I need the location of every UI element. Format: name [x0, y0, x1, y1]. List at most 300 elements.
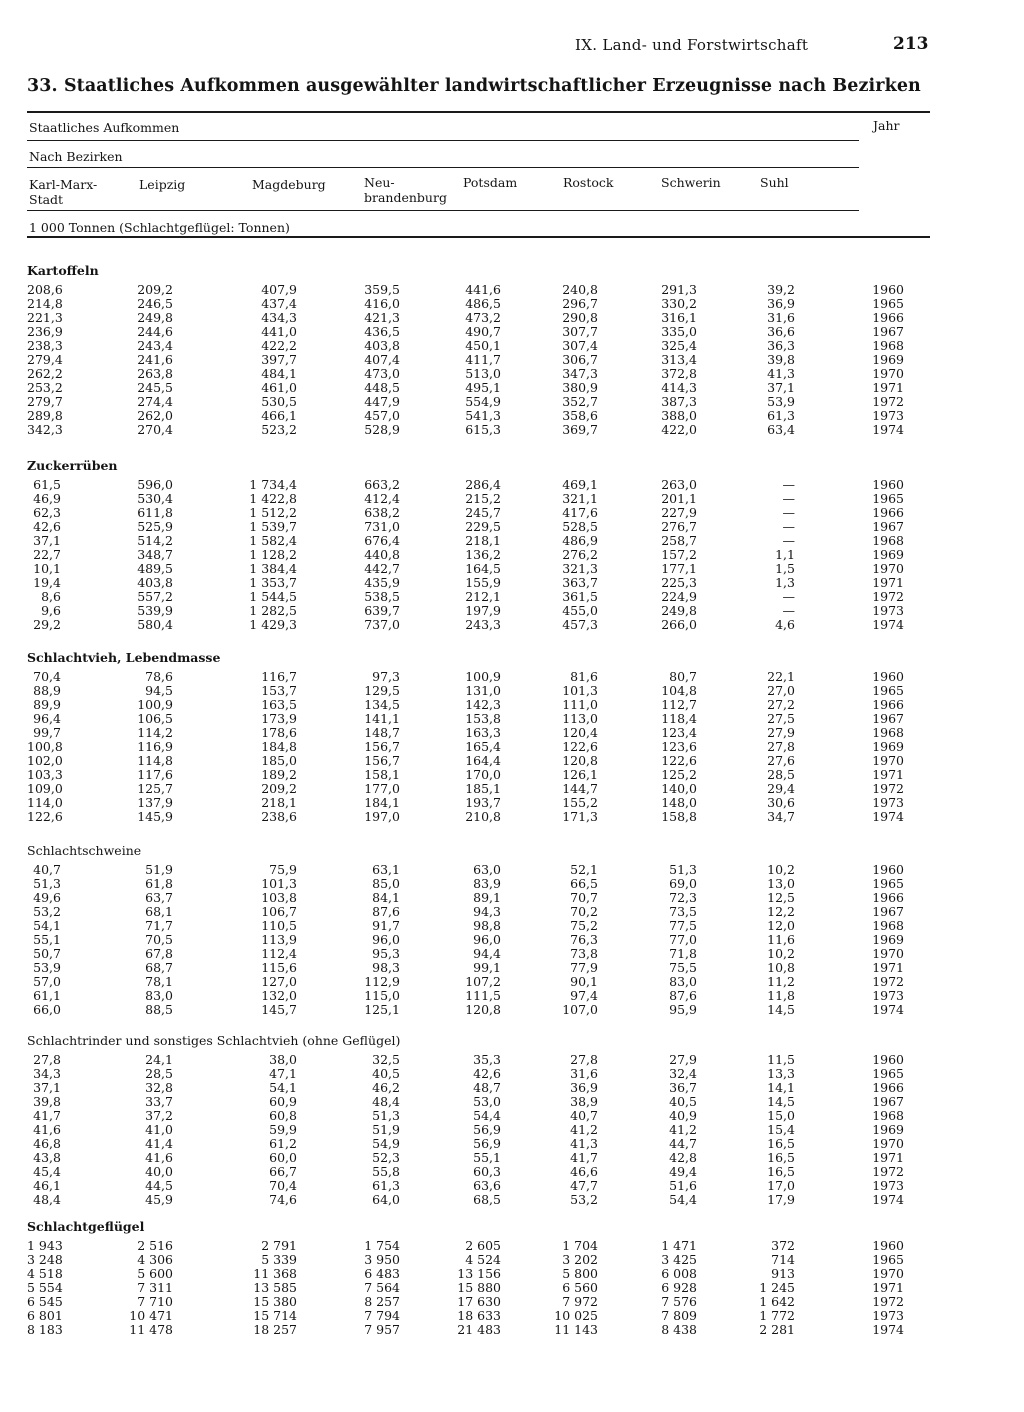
cell-suhl: 30,6 — [767, 795, 795, 810]
cell-schwerin: 330,2 — [661, 296, 697, 311]
cell-magdeburg: 38,0 — [269, 1052, 297, 1067]
cell-rostock: 240,8 — [562, 282, 598, 297]
cell-neubrandenburg: 98,3 — [372, 960, 400, 975]
cell-magdeburg: 110,5 — [261, 918, 297, 933]
cell-year: 1965 — [872, 491, 904, 506]
cell-neubrandenburg: 112,9 — [364, 974, 400, 989]
cell-magdeburg: 66,7 — [269, 1164, 297, 1179]
cell-leipzig: 40,0 — [145, 1164, 173, 1179]
cell-neubrandenburg: 156,7 — [364, 753, 400, 768]
cell-suhl: 17,0 — [767, 1178, 795, 1193]
cell-year: 1971 — [872, 767, 904, 782]
rule-under-districts — [27, 210, 859, 211]
cell-suhl: 1,3 — [775, 575, 795, 590]
cell-magdeburg: 437,4 — [261, 296, 297, 311]
cell-suhl: 34,7 — [767, 809, 795, 824]
cell-magdeburg: 173,9 — [261, 711, 297, 726]
cell-magdeburg: 238,6 — [261, 809, 297, 824]
cell-karl-marx-stadt: 102,0 — [27, 753, 63, 768]
cell-leipzig: 94,5 — [145, 683, 173, 698]
table-row — [27, 1003, 927, 1017]
cell-leipzig: 83,0 — [145, 988, 173, 1003]
cell-leipzig: 263,8 — [137, 366, 173, 381]
cell-rostock: 41,3 — [570, 1136, 598, 1151]
cell-potsdam: 245,7 — [465, 505, 501, 520]
cell-suhl: 12,5 — [767, 890, 795, 905]
cell-potsdam: 286,4 — [465, 477, 501, 492]
header-nach-bezirken: Nach Bezirken — [29, 149, 123, 164]
cell-karl-marx-stadt: 19,4 — [33, 575, 61, 590]
cell-leipzig: 10 471 — [129, 1308, 173, 1323]
cell-potsdam: 120,8 — [465, 1002, 501, 1017]
cell-schwerin: 80,7 — [669, 669, 697, 684]
cell-suhl: 14,5 — [767, 1094, 795, 1109]
cell-leipzig: 2 516 — [137, 1238, 173, 1253]
cell-neubrandenburg: 440,8 — [364, 547, 400, 562]
cell-potsdam: 615,3 — [465, 422, 501, 437]
cell-magdeburg: 132,0 — [261, 988, 297, 1003]
cell-rostock: 3 202 — [562, 1252, 598, 1267]
cell-neubrandenburg: 97,3 — [372, 669, 400, 684]
cell-potsdam: 229,5 — [465, 519, 501, 534]
cell-magdeburg: 218,1 — [261, 795, 297, 810]
cell-rostock: 66,5 — [570, 876, 598, 891]
cell-leipzig: 88,5 — [145, 1002, 173, 1017]
cell-suhl: 14,5 — [767, 1002, 795, 1017]
cell-neubrandenburg: 638,2 — [364, 505, 400, 520]
cell-year: 1965 — [872, 1066, 904, 1081]
cell-potsdam: 411,7 — [465, 352, 501, 367]
table-row — [27, 754, 927, 768]
cell-neubrandenburg: 96,0 — [372, 932, 400, 947]
cell-year: 1971 — [872, 960, 904, 975]
cell-potsdam: 56,9 — [473, 1122, 501, 1137]
cell-year: 1974 — [872, 1192, 904, 1207]
cell-potsdam: 17 630 — [457, 1294, 501, 1309]
cell-magdeburg: 47,1 — [269, 1066, 297, 1081]
cell-neubrandenburg: 141,1 — [364, 711, 400, 726]
cell-year: 1967 — [872, 519, 904, 534]
cell-potsdam: 153,8 — [465, 711, 501, 726]
cell-karl-marx-stadt: 61,1 — [33, 988, 61, 1003]
cell-potsdam: 53,0 — [473, 1094, 501, 1109]
cell-schwerin: 263,0 — [661, 477, 697, 492]
cell-schwerin: 414,3 — [661, 380, 697, 395]
cell-schwerin: 83,0 — [669, 974, 697, 989]
cell-magdeburg: 1 282,5 — [249, 603, 297, 618]
cell-year: 1969 — [872, 352, 904, 367]
cell-leipzig: 557,2 — [137, 589, 173, 604]
cell-potsdam: 170,0 — [465, 767, 501, 782]
cell-karl-marx-stadt: 57,0 — [33, 974, 61, 989]
cell-karl-marx-stadt: 289,8 — [27, 408, 63, 423]
cell-neubrandenburg: 197,0 — [364, 809, 400, 824]
cell-year: 1960 — [872, 1238, 904, 1253]
rule-header-bottom — [27, 236, 930, 238]
cell-potsdam: 164,4 — [465, 753, 501, 768]
cell-potsdam: 486,5 — [465, 296, 501, 311]
cell-schwerin: 388,0 — [661, 408, 697, 423]
cell-potsdam: 15 880 — [457, 1280, 501, 1295]
cell-neubrandenburg: 84,1 — [372, 890, 400, 905]
cell-neubrandenburg: 436,5 — [364, 324, 400, 339]
cell-rostock: 111,0 — [562, 697, 598, 712]
table-row — [27, 478, 927, 492]
cell-leipzig: 348,7 — [137, 547, 173, 562]
cell-neubrandenburg: 32,5 — [372, 1052, 400, 1067]
cell-schwerin: 276,7 — [661, 519, 697, 534]
cell-year: 1970 — [872, 366, 904, 381]
cell-potsdam: 193,7 — [465, 795, 501, 810]
cell-magdeburg: 60,8 — [269, 1108, 297, 1123]
cell-suhl: 12,0 — [767, 918, 795, 933]
cell-magdeburg: 523,2 — [261, 422, 297, 437]
cell-karl-marx-stadt: 49,6 — [33, 890, 61, 905]
cell-schwerin: 140,0 — [661, 781, 697, 796]
cell-rostock: 90,1 — [570, 974, 598, 989]
cell-rostock: 97,4 — [570, 988, 598, 1003]
cell-schwerin: 201,1 — [661, 491, 697, 506]
cell-neubrandenburg: 528,9 — [364, 422, 400, 437]
table-row — [27, 1295, 927, 1309]
cell-potsdam: 495,1 — [465, 380, 501, 395]
cell-magdeburg: 113,9 — [261, 932, 297, 947]
cell-year: 1974 — [872, 809, 904, 824]
cell-suhl: — — [782, 519, 795, 534]
cell-schwerin: 71,8 — [669, 946, 697, 961]
table-row — [27, 782, 927, 796]
cell-suhl: 714 — [771, 1252, 795, 1267]
table-row — [27, 1053, 927, 1067]
cell-magdeburg: 1 539,7 — [249, 519, 297, 534]
cell-leipzig: 71,7 — [145, 918, 173, 933]
cell-karl-marx-stadt: 262,2 — [27, 366, 63, 381]
cell-schwerin: 335,0 — [661, 324, 697, 339]
cell-karl-marx-stadt: 342,3 — [27, 422, 63, 437]
table-row — [27, 520, 927, 534]
table-row — [27, 534, 927, 548]
cell-leipzig: 125,7 — [137, 781, 173, 796]
table-row — [27, 1309, 927, 1323]
cell-karl-marx-stadt: 40,7 — [33, 862, 61, 877]
cell-year: 1974 — [872, 617, 904, 632]
cell-karl-marx-stadt: 214,8 — [27, 296, 63, 311]
cell-year: 1972 — [872, 1164, 904, 1179]
cell-rostock: 41,7 — [570, 1150, 598, 1165]
cell-magdeburg: 15 714 — [253, 1308, 297, 1323]
cell-rostock: 120,4 — [562, 725, 598, 740]
cell-rostock: 358,6 — [562, 408, 598, 423]
cell-magdeburg: 145,7 — [261, 1002, 297, 1017]
cell-karl-marx-stadt: 53,9 — [33, 960, 61, 975]
cell-schwerin: 112,7 — [661, 697, 697, 712]
cell-suhl: 16,5 — [767, 1150, 795, 1165]
cell-karl-marx-stadt: 4 518 — [27, 1266, 63, 1281]
cell-suhl: 1 245 — [759, 1280, 795, 1295]
cell-karl-marx-stadt: 51,3 — [33, 876, 61, 891]
cell-schwerin: 123,6 — [661, 739, 697, 754]
cell-year: 1968 — [872, 338, 904, 353]
cell-rostock: 171,3 — [562, 809, 598, 824]
cell-potsdam: 68,5 — [473, 1192, 501, 1207]
cell-schwerin: 387,3 — [661, 394, 697, 409]
cell-suhl: 27,9 — [767, 725, 795, 740]
table-row — [27, 877, 927, 891]
table-row — [27, 698, 927, 712]
cell-year: 1967 — [872, 711, 904, 726]
cell-leipzig: 70,5 — [145, 932, 173, 947]
cell-rostock: 469,1 — [562, 477, 598, 492]
cell-karl-marx-stadt: 29,2 — [33, 617, 61, 632]
cell-year: 1960 — [872, 669, 904, 684]
cell-leipzig: 51,9 — [145, 862, 173, 877]
cell-suhl: 41,3 — [767, 366, 795, 381]
cell-neubrandenburg: 737,0 — [364, 617, 400, 632]
cell-potsdam: 163,3 — [465, 725, 501, 740]
cell-karl-marx-stadt: 22,7 — [33, 547, 61, 562]
cell-karl-marx-stadt: 37,1 — [33, 533, 61, 548]
cell-potsdam: 83,9 — [473, 876, 501, 891]
cell-neubrandenburg: 7 794 — [364, 1308, 400, 1323]
cell-schwerin: 40,9 — [669, 1108, 697, 1123]
cell-leipzig: 246,5 — [137, 296, 173, 311]
cell-leipzig: 117,6 — [137, 767, 173, 782]
cell-leipzig: 274,4 — [137, 394, 173, 409]
cell-neubrandenburg: 1 754 — [364, 1238, 400, 1253]
cell-schwerin: 158,8 — [661, 809, 697, 824]
cell-schwerin: 372,8 — [661, 366, 697, 381]
cell-potsdam: 94,3 — [473, 904, 501, 919]
cell-neubrandenburg: 64,0 — [372, 1192, 400, 1207]
cell-magdeburg: 407,9 — [261, 282, 297, 297]
cell-magdeburg: 1 544,5 — [249, 589, 297, 604]
cell-leipzig: 241,6 — [137, 352, 173, 367]
cell-rostock: 155,2 — [562, 795, 598, 810]
cell-suhl: 15,0 — [767, 1108, 795, 1123]
cell-schwerin: 224,9 — [661, 589, 697, 604]
cell-potsdam: 215,2 — [465, 491, 501, 506]
cell-rostock: 6 560 — [562, 1280, 598, 1295]
table-row — [27, 423, 927, 437]
cell-magdeburg: 5 339 — [261, 1252, 297, 1267]
cell-neubrandenburg: 448,5 — [364, 380, 400, 395]
cell-leipzig: 7 710 — [137, 1294, 173, 1309]
cell-suhl: 4,6 — [775, 617, 795, 632]
cell-neubrandenburg: 6 483 — [364, 1266, 400, 1281]
cell-suhl: 1 642 — [759, 1294, 795, 1309]
cell-leipzig: 24,1 — [145, 1052, 173, 1067]
cell-rostock: 70,7 — [570, 890, 598, 905]
cell-rostock: 75,2 — [570, 918, 598, 933]
table-row — [27, 1095, 927, 1109]
cell-magdeburg: 127,0 — [261, 974, 297, 989]
cell-schwerin: 227,9 — [661, 505, 697, 520]
cell-karl-marx-stadt: 70,4 — [33, 669, 61, 684]
cell-magdeburg: 61,2 — [269, 1136, 297, 1151]
cell-suhl: 1 772 — [759, 1308, 795, 1323]
cell-magdeburg: 441,0 — [261, 324, 297, 339]
cell-rostock: 486,9 — [562, 533, 598, 548]
cell-leipzig: 41,4 — [145, 1136, 173, 1151]
cell-potsdam: 513,0 — [465, 366, 501, 381]
cell-suhl: 1,5 — [775, 561, 795, 576]
cell-schwerin: 8 438 — [661, 1322, 697, 1337]
cell-suhl: 36,9 — [767, 296, 795, 311]
cell-year: 1966 — [872, 1080, 904, 1095]
cell-neubrandenburg: 7 564 — [364, 1280, 400, 1295]
cell-karl-marx-stadt: 208,6 — [27, 282, 63, 297]
table-row — [27, 353, 927, 367]
cell-neubrandenburg: 538,5 — [364, 589, 400, 604]
cell-potsdam: 21 483 — [457, 1322, 501, 1337]
cell-schwerin: 3 425 — [661, 1252, 697, 1267]
cell-leipzig: 611,8 — [137, 505, 173, 520]
cell-suhl: — — [782, 505, 795, 520]
cell-schwerin: 1 471 — [661, 1238, 697, 1253]
cell-year: 1972 — [872, 974, 904, 989]
table-row — [27, 367, 927, 381]
cell-schwerin: 125,2 — [661, 767, 697, 782]
cell-rostock: 120,8 — [562, 753, 598, 768]
cell-suhl: 63,4 — [767, 422, 795, 437]
cell-suhl: 22,1 — [767, 669, 795, 684]
cell-karl-marx-stadt: 238,3 — [27, 338, 63, 353]
cell-neubrandenburg: 115,0 — [364, 988, 400, 1003]
table-row — [27, 1081, 927, 1095]
cell-rostock: 47,7 — [570, 1178, 598, 1193]
table-row — [27, 339, 927, 353]
cell-karl-marx-stadt: 88,9 — [33, 683, 61, 698]
cell-potsdam: 541,3 — [465, 408, 501, 423]
cell-neubrandenburg: 61,3 — [372, 1178, 400, 1193]
cell-magdeburg: 397,7 — [261, 352, 297, 367]
cell-karl-marx-stadt: 103,3 — [27, 767, 63, 782]
cell-magdeburg: 112,4 — [261, 946, 297, 961]
cell-magdeburg: 101,3 — [261, 876, 297, 891]
cell-neubrandenburg: 639,7 — [364, 603, 400, 618]
table-row — [27, 590, 927, 604]
cell-leipzig: 33,7 — [145, 1094, 173, 1109]
cell-year: 1965 — [872, 683, 904, 698]
cell-leipzig: 44,5 — [145, 1178, 173, 1193]
table-row — [27, 1253, 927, 1267]
cell-rostock: 81,6 — [570, 669, 598, 684]
cell-potsdam: 94,4 — [473, 946, 501, 961]
cell-leipzig: 61,8 — [145, 876, 173, 891]
cell-neubrandenburg: 91,7 — [372, 918, 400, 933]
cell-leipzig: 5 600 — [137, 1266, 173, 1281]
cell-year: 1972 — [872, 394, 904, 409]
cell-schwerin: 157,2 — [661, 547, 697, 562]
cell-schwerin: 177,1 — [661, 561, 697, 576]
table-row — [27, 919, 927, 933]
cell-schwerin: 51,3 — [669, 862, 697, 877]
table-row — [27, 548, 927, 562]
cell-year: 1971 — [872, 1280, 904, 1295]
header-karl-marx-stadt: Karl-Marx- Stadt — [29, 177, 98, 207]
cell-suhl: 27,6 — [767, 753, 795, 768]
cell-potsdam: 4 524 — [465, 1252, 501, 1267]
cell-schwerin: 51,6 — [669, 1178, 697, 1193]
cell-neubrandenburg: 48,4 — [372, 1094, 400, 1109]
header-staatliches-aufkommen: Staatliches Aufkommen — [29, 120, 180, 135]
cell-magdeburg: 163,5 — [261, 697, 297, 712]
cell-magdeburg: 1 512,2 — [249, 505, 297, 520]
cell-suhl: 13,0 — [767, 876, 795, 891]
cell-schwerin: 73,5 — [669, 904, 697, 919]
cell-leipzig: 78,1 — [145, 974, 173, 989]
cell-year: 1968 — [872, 1108, 904, 1123]
cell-suhl: 39,8 — [767, 352, 795, 367]
cell-schwerin: 249,8 — [661, 603, 697, 618]
cell-schwerin: 40,5 — [669, 1094, 697, 1109]
cell-leipzig: 114,2 — [137, 725, 173, 740]
cell-neubrandenburg: 731,0 — [364, 519, 400, 534]
cell-karl-marx-stadt: 221,3 — [27, 310, 63, 325]
cell-year: 1971 — [872, 1150, 904, 1165]
cell-potsdam: 490,7 — [465, 324, 501, 339]
cell-potsdam: 185,1 — [465, 781, 501, 796]
cell-leipzig: 41,6 — [145, 1150, 173, 1165]
cell-year: 1973 — [872, 1308, 904, 1323]
cell-leipzig: 11 478 — [129, 1322, 173, 1337]
cell-magdeburg: 434,3 — [261, 310, 297, 325]
table-row — [27, 562, 927, 576]
cell-year: 1967 — [872, 904, 904, 919]
table-row — [27, 726, 927, 740]
cell-karl-marx-stadt: 89,9 — [33, 697, 61, 712]
cell-suhl: 61,3 — [767, 408, 795, 423]
cell-rostock: 31,6 — [570, 1066, 598, 1081]
cell-rostock: 307,7 — [562, 324, 598, 339]
cell-year: 1970 — [872, 1136, 904, 1151]
cell-magdeburg: 116,7 — [261, 669, 297, 684]
cell-leipzig: 249,8 — [137, 310, 173, 325]
cell-rostock: 1 704 — [562, 1238, 598, 1253]
cell-schwerin: 42,8 — [669, 1150, 697, 1165]
cell-neubrandenburg: 473,0 — [364, 366, 400, 381]
cell-potsdam: 42,6 — [473, 1066, 501, 1081]
cell-schwerin: 316,1 — [661, 310, 697, 325]
cell-neubrandenburg: 663,2 — [364, 477, 400, 492]
cell-karl-marx-stadt: 6 545 — [27, 1294, 63, 1309]
cell-rostock: 41,2 — [570, 1122, 598, 1137]
cell-magdeburg: 11 368 — [253, 1266, 297, 1281]
cell-year: 1970 — [872, 753, 904, 768]
cell-potsdam: 35,3 — [473, 1052, 501, 1067]
cell-potsdam: 136,2 — [465, 547, 501, 562]
cell-suhl: 372 — [771, 1238, 795, 1253]
table-row — [27, 796, 927, 810]
cell-magdeburg: 115,6 — [261, 960, 297, 975]
cell-neubrandenburg: 403,8 — [364, 338, 400, 353]
cell-rostock: 107,0 — [562, 1002, 598, 1017]
table-row — [27, 670, 927, 684]
cell-potsdam: 54,4 — [473, 1108, 501, 1123]
cell-rostock: 7 972 — [562, 1294, 598, 1309]
header-unit: 1 000 Tonnen (Schlachtgeflügel: Tonnen) — [29, 220, 290, 235]
cell-year: 1965 — [872, 296, 904, 311]
table-row — [27, 1193, 927, 1207]
cell-karl-marx-stadt: 42,6 — [33, 519, 61, 534]
table-row — [27, 989, 927, 1003]
section-title: Schlachtrinder und sonstiges Schlachtvieh (ohne Geflügel) — [27, 1033, 401, 1048]
cell-year: 1971 — [872, 380, 904, 395]
rule-top — [27, 111, 930, 113]
cell-leipzig: 100,9 — [137, 697, 173, 712]
section-title: Schlachtschweine — [27, 843, 142, 858]
cell-leipzig: 514,2 — [137, 533, 173, 548]
